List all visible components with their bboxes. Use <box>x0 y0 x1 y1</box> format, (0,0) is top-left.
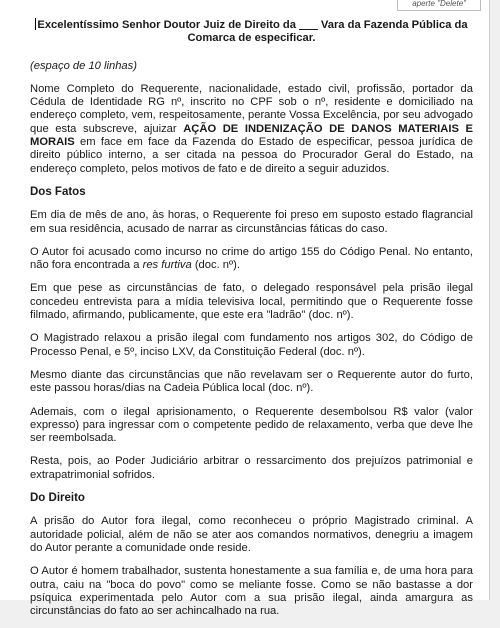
section-heading-direito: Do Direito <box>30 492 85 505</box>
title-line2: Comarca de especificar. <box>187 32 316 45</box>
direito-paragraph-2: O Autor é homem trabalhador, sustenta honestamente a sua família e, de uma hora para outra, caiu na "boca do povo" como se meliante fosse. Como se não bastasse a dor psíquica experimentada pelo Autor com a sua prisão ilegal, ainda amargura as circunstâncias do fato ao ser achincalhado na rua. <box>30 565 473 618</box>
fatos-paragraph-4: O Magistrado relaxou a prisão ilegal com fundamento nos artigos 302, do Código de Processo Penal, e 5º, inciso LXV, da Constituição Federal (doc. nº). <box>30 332 473 358</box>
fatos-paragraph-2 <box>30 246 473 273</box>
intro-text-1: Nome Completo do Requerente, nacionalidade, estado civil, profissão, portador da Cédula de Identidade RG nº, inscrito no CPF sob o nº, residente e domiciliado na endereço completo, vem, respeitosamente, perante Vossa Excelência, por seu advogado que esta subscreve, ajuizar <box>30 82 473 135</box>
section-heading-fatos: Dos Fatos <box>30 185 86 198</box>
fatos-p2-italic: res furtiva <box>142 259 192 272</box>
fatos-p2-pre: O Autor foi acusado como incurso no crime do artigo 155 do Código Penal. No entanto, não fora encontrada a <box>30 245 473 272</box>
intro-paragraph <box>30 83 473 176</box>
title-line1-post: Vara da Fazenda Pública da <box>317 19 468 31</box>
document-title <box>30 18 473 46</box>
fatos-paragraph-6: Ademais, com o ilegal aprisionamento, o Requerente desembolsou R$ valor (valor expresso) para ingressar com o competente pedido de relaxamento, verba que deve lhe ser reembolsada. <box>30 405 473 445</box>
spacing-note: (espaço de 10 linhas) <box>30 59 137 72</box>
title-line1-pre: Excelentíssimo Senhor Doutor Juiz de Direito da <box>37 19 300 31</box>
direito-paragraph-1: A prisão do Autor fora ilegal, como reconheceu o próprio Magistrado criminal. A autoridade policial, além de não se ater aos comandos normativos, denegriu a imagem do Autor perante a comunidade onde reside. <box>30 515 473 554</box>
intro-text-2: em face em face da Fazenda do Estado de especificar, pessoa jurídica de direito público interno, a ser citada na pessoa do Procurador Geral do Estado, na endereço completo, pelos motivos de fato e de direito a seguir aduzidos. <box>30 136 473 175</box>
fatos-paragraph-5: Mesmo diante das circunstâncias que não revelavam ser o Requerente autor do furto, este passou horas/dias na Cadeia Pública local (doc. nº). <box>30 368 473 395</box>
fatos-paragraph-3: Em que pese as circunstâncias de fato, o delegado responsável pela prisão ilegal concedeu entrevista para a mídia televisiva local, permitindo que o Requerente fosse filmado, afirmando, publicamente, que este era "ladrão" (doc. nº). <box>30 282 473 322</box>
action-title: AÇÃO DE INDENIZAÇÃO DE DANOS MATERIAIS E MORAIS <box>30 122 473 149</box>
title-blank: ___ <box>299 19 318 31</box>
fatos-paragraph-7: Resta, pois, ao Poder Judiciário arbitrar o ressarcimento dos prejuízos patrimonial e extrapatrimonial sofridos. <box>30 455 473 481</box>
document-body[interactable] <box>30 18 473 628</box>
delete-hint: aperte "Delete" <box>397 0 481 11</box>
fatos-paragraph-1: Em dia de mês de ano, às horas, o Requerente foi preso em suposto estado flagrancial em sua residência, acusado de narrar as circunstâncias fáticas do caso. <box>30 209 473 235</box>
fatos-p2-post: (doc. nº). <box>191 259 240 272</box>
